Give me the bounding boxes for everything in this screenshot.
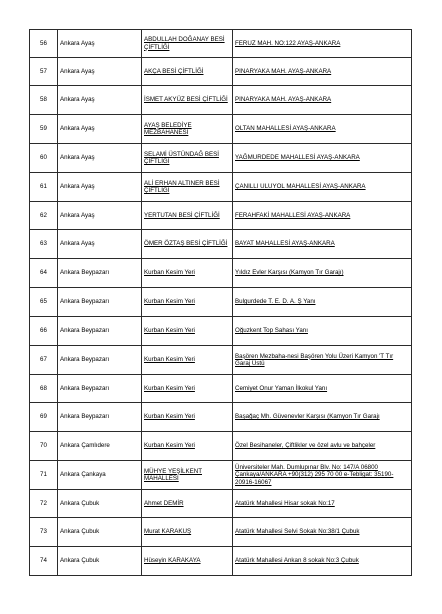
- row-address: Başağaç Mh. Güvenevler Karşısı (Kamyon Tır Garajı: [233, 403, 412, 432]
- row-address: Atatürk Mahallesi Selvi Sokak No:38/1 Çubuk: [233, 518, 412, 547]
- table-row: [30, 259, 412, 288]
- row-place-name: MÜHYE YEŞİLKENT MAHALLESİ: [142, 461, 233, 490]
- row-number: 59: [30, 115, 58, 144]
- row-address: OLTAN MAHALLESİ AYAŞ-ANKARA: [233, 115, 412, 144]
- row-number: 57: [30, 58, 58, 86]
- row-number: 64: [30, 259, 58, 288]
- table-row: [30, 518, 412, 547]
- row-city: Ankara Beypazarı: [58, 317, 142, 346]
- row-place-name: Kurban Kesim Yeri: [142, 346, 233, 375]
- row-place-name: SELAMİ ÜSTÜNDAĞ BESİ ÇİFTLİĞİ: [142, 144, 233, 173]
- row-number: 72: [30, 490, 58, 518]
- table-row: [30, 547, 412, 576]
- row-place-name: Kurban Kesim Yeri: [142, 432, 233, 461]
- row-place-name: Ahmet DEMİR: [142, 490, 233, 518]
- table-row: [30, 230, 412, 259]
- row-address: PINARYAKA MAH. AYAŞ-ANKARA: [233, 58, 412, 86]
- row-place-name: ÖMER ÖZTAŞ BESİ ÇİFTLİĞİ: [142, 230, 233, 259]
- row-place-name: Kurban Kesim Yeri: [142, 317, 233, 346]
- slaughter-locations-table: [29, 29, 412, 576]
- table-row: [30, 202, 412, 230]
- row-address: ÇANILLI ULUYOL MAHALLESİ AYAŞ-ANKARA: [233, 173, 412, 202]
- row-city: Ankara Çankaya: [58, 461, 142, 490]
- row-address: Atatürk Mahallesi Ankan 8 sokak No:3 Çubuk: [233, 547, 412, 576]
- row-address: Bulgurdede T. E. D. A. Ş Yanı: [233, 288, 412, 317]
- table-row: [30, 86, 412, 115]
- row-city: Ankara Beypazarı: [58, 403, 142, 432]
- table-row: [30, 490, 412, 518]
- row-place-name: AYAŞ BELEDİYE MEZBAHANESİ: [142, 115, 233, 144]
- row-number: 58: [30, 86, 58, 115]
- row-city: Ankara Beypazarı: [58, 375, 142, 403]
- table-row: [30, 346, 412, 375]
- table-row: [30, 144, 412, 173]
- row-number: 61: [30, 173, 58, 202]
- row-number: 73: [30, 518, 58, 547]
- table-row: [30, 58, 412, 86]
- row-place-name: Kurban Kesim Yeri: [142, 288, 233, 317]
- row-city: Ankara Beypazarı: [58, 259, 142, 288]
- row-address: FERUZ MAH. NO:122 AYAŞ-ANKARA: [233, 30, 412, 58]
- row-city: Ankara Çubuk: [58, 518, 142, 547]
- table-row: [30, 461, 412, 490]
- row-place-name: ABDULLAH DOĞANAY BESİ ÇİFTLİĞİ: [142, 30, 233, 58]
- table-row: [30, 288, 412, 317]
- table-body: [30, 30, 412, 576]
- row-city: Ankara Ayaş: [58, 144, 142, 173]
- row-city: Ankara Çamlıdere: [58, 432, 142, 461]
- row-city: Ankara Ayaş: [58, 173, 142, 202]
- row-place-name: Murat KARAKUŞ: [142, 518, 233, 547]
- row-address: PINARYAKA MAH. AYAŞ-ANKARA: [233, 86, 412, 115]
- row-city: Ankara Çubuk: [58, 490, 142, 518]
- table-row: [30, 375, 412, 403]
- row-city: Ankara Çubuk: [58, 547, 142, 576]
- table-row: [30, 317, 412, 346]
- row-city: Ankara Ayaş: [58, 202, 142, 230]
- row-city: Ankara Beypazarı: [58, 288, 142, 317]
- row-number: 65: [30, 288, 58, 317]
- row-number: 70: [30, 432, 58, 461]
- row-address: Üniversiteler Mah. Dumlupınar Blv. No: 147/A 06800 Çankaya/ANKARA +90(312) 295 70 00 e-Tebligat: 35190-20916-16067: [233, 461, 412, 490]
- row-place-name: YERTUTAN BESİ ÇİFTLİĞİ: [142, 202, 233, 230]
- row-address: Başören Mezbaha-nesi Başören Yolu Üzeri Kamyon 'T Tır Garaj Üstü: [233, 346, 412, 375]
- row-number: 74: [30, 547, 58, 576]
- row-number: 69: [30, 403, 58, 432]
- row-address: Cemiyet Onur Yaman İlkokul Yanı: [233, 375, 412, 403]
- row-address: Yıldız Evler Karşısı (Kamyon Tır Garajı): [233, 259, 412, 288]
- row-place-name: Hüseyin KARAKAYA: [142, 547, 233, 576]
- table-row: [30, 432, 412, 461]
- row-number: 71: [30, 461, 58, 490]
- row-city: Ankara Ayaş: [58, 115, 142, 144]
- row-address: YAĞMURDEDE MAHALLESİ AYAŞ-ANKARA: [233, 144, 412, 173]
- row-place-name: AKÇA BESİ ÇİFTLİĞİ: [142, 58, 233, 86]
- row-number: 60: [30, 144, 58, 173]
- row-place-name: Kurban Kesim Yeri: [142, 403, 233, 432]
- row-address: BAYAT MAHALLESİ AYAŞ-ANKARA: [233, 230, 412, 259]
- table-row: [30, 403, 412, 432]
- row-number: 63: [30, 230, 58, 259]
- table-row: [30, 173, 412, 202]
- row-place-name: Kurban Kesim Yeri: [142, 259, 233, 288]
- row-number: 68: [30, 375, 58, 403]
- row-address: Atatürk Mahallesi Hisar sokak No:17: [233, 490, 412, 518]
- row-city: Ankara Ayaş: [58, 58, 142, 86]
- row-address: Özel Besihaneler, Çiftlikler ve özel avlu ve bahçeler: [233, 432, 412, 461]
- row-number: 62: [30, 202, 58, 230]
- row-number: 66: [30, 317, 58, 346]
- row-place-name: ALİ ERHAN ALTINER BESİ ÇİFTLİĞİ: [142, 173, 233, 202]
- row-city: Ankara Beypazarı: [58, 346, 142, 375]
- row-address: Oğuzkent Top Sahası Yanı: [233, 317, 412, 346]
- row-number: 56: [30, 30, 58, 58]
- table-row: [30, 115, 412, 144]
- row-city: Ankara Ayaş: [58, 30, 142, 58]
- row-place-name: Kurban Kesim Yeri: [142, 375, 233, 403]
- row-city: Ankara Ayaş: [58, 86, 142, 115]
- row-city: Ankara Ayaş: [58, 230, 142, 259]
- row-place-name: İSMET AKYÜZ BESİ ÇİFTLİĞİ: [142, 86, 233, 115]
- table-row: [30, 30, 412, 58]
- row-address: FERAHFAKİ MAHALLESİ AYAŞ-ANKARA: [233, 202, 412, 230]
- row-number: 67: [30, 346, 58, 375]
